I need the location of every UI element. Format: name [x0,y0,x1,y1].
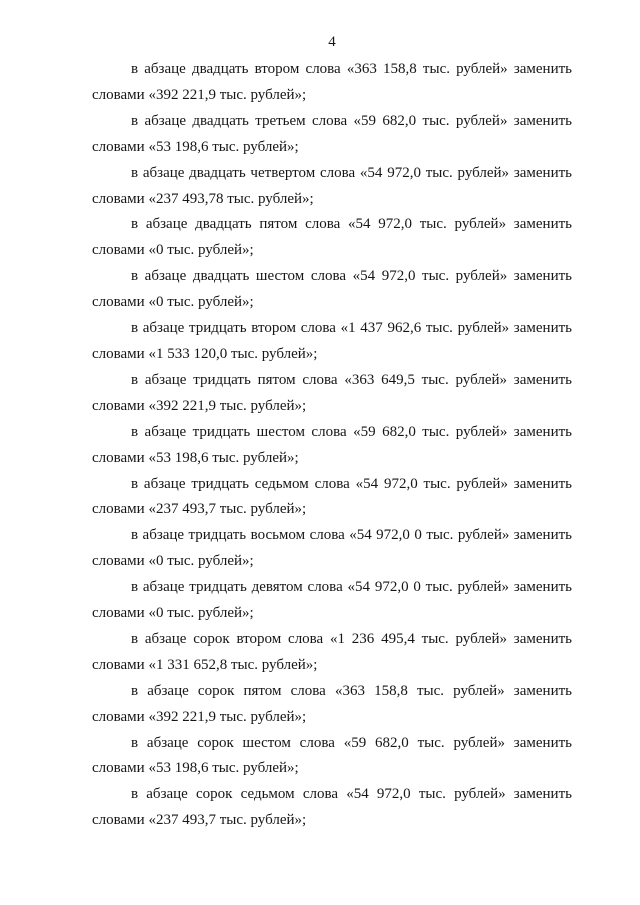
paragraph-line: в абзаце тридцать втором слова «1 437 962,6 тыс. рублей» заменить [131,320,572,337]
paragraph-line: в абзаце двадцать шестом слова «54 972,0 тыс. рублей» заменить [131,268,572,285]
paragraph-line: словами «237 493,78 тыс. рублей»; [92,190,314,207]
paragraph-line: словами «237 493,7 тыс. рублей»; [92,812,307,829]
paragraph-line: в абзаце сорок втором слова «1 236 495,4 тыс. рублей» заменить [131,630,572,647]
paragraph-line: словами «0 тыс. рублей»; [92,294,254,311]
paragraph-line: в абзаце двадцать пятом слова «54 972,0 тыс. рублей» заменить [131,216,572,233]
paragraph-line: словами «392 221,9 тыс. рублей»; [92,397,307,414]
amendment-paragraph [92,109,572,161]
amendment-paragraph [92,264,572,316]
amendment-paragraph [92,627,572,679]
paragraph-line: словами «53 198,6 тыс. рублей»; [92,138,299,155]
amendment-paragraph [92,57,572,109]
amendment-paragraph [92,316,572,368]
amendment-paragraph [92,420,572,472]
paragraph-line: в абзаце тридцать восьмом слова «54 972,0 0 тыс. рублей» заменить [131,527,572,544]
amendment-paragraph [92,472,572,524]
paragraph-line: в абзаце тридцать пятом слова «363 649,5 тыс. рублей» заменить [131,371,572,388]
paragraph-line: в абзаце двадцать третьем слова «59 682,0 тыс. рублей» заменить [131,112,572,129]
paragraph-line: словами «53 198,6 тыс. рублей»; [92,449,299,466]
paragraph-line: в абзаце двадцать четвертом слова «54 972,0 тыс. рублей» заменить [131,164,572,181]
paragraph-line: словами «0 тыс. рублей»; [92,605,254,622]
amendment-paragraph [92,161,572,213]
paragraph-line: словами «53 198,6 тыс. рублей»; [92,760,299,777]
amendment-paragraph [92,212,572,264]
paragraph-line: словами «0 тыс. рублей»; [92,553,254,570]
amendment-paragraph [92,679,572,731]
paragraph-line: в абзаце тридцать девятом слова «54 972,0 0 тыс. рублей» заменить [131,579,572,596]
page-number: 4 [328,34,336,50]
paragraph-line: словами «392 221,9 тыс. рублей»; [92,708,307,725]
paragraph-line: в абзаце сорок шестом слова «59 682,0 тыс. рублей» заменить [131,734,572,751]
amendment-paragraph [92,575,572,627]
amendment-paragraph [92,782,572,834]
amendment-paragraph [92,523,572,575]
paragraph-line: словами «1 533 120,0 тыс. рублей»; [92,345,318,362]
document-body [92,57,572,834]
amendment-paragraph [92,368,572,420]
paragraph-line: в абзаце тридцать седьмом слова «54 972,0 тыс. рублей» заменить [131,475,572,492]
paragraph-line: словами «0 тыс. рублей»; [92,242,254,259]
amendment-paragraph [92,731,572,783]
paragraph-line: в абзаце тридцать шестом слова «59 682,0 тыс. рублей» заменить [131,423,572,440]
paragraph-line: в абзаце сорок пятом слова «363 158,8 тыс. рублей» заменить [131,682,572,699]
paragraph-line: словами «392 221,9 тыс. рублей»; [92,86,307,103]
paragraph-line: в абзаце сорок седьмом слова «54 972,0 тыс. рублей» заменить [131,786,572,803]
paragraph-line: в абзаце двадцать втором слова «363 158,8 тыс. рублей» заменить [131,61,572,77]
paragraph-line: словами «237 493,7 тыс. рублей»; [92,501,307,518]
paragraph-line: словами «1 331 652,8 тыс. рублей»; [92,656,318,673]
